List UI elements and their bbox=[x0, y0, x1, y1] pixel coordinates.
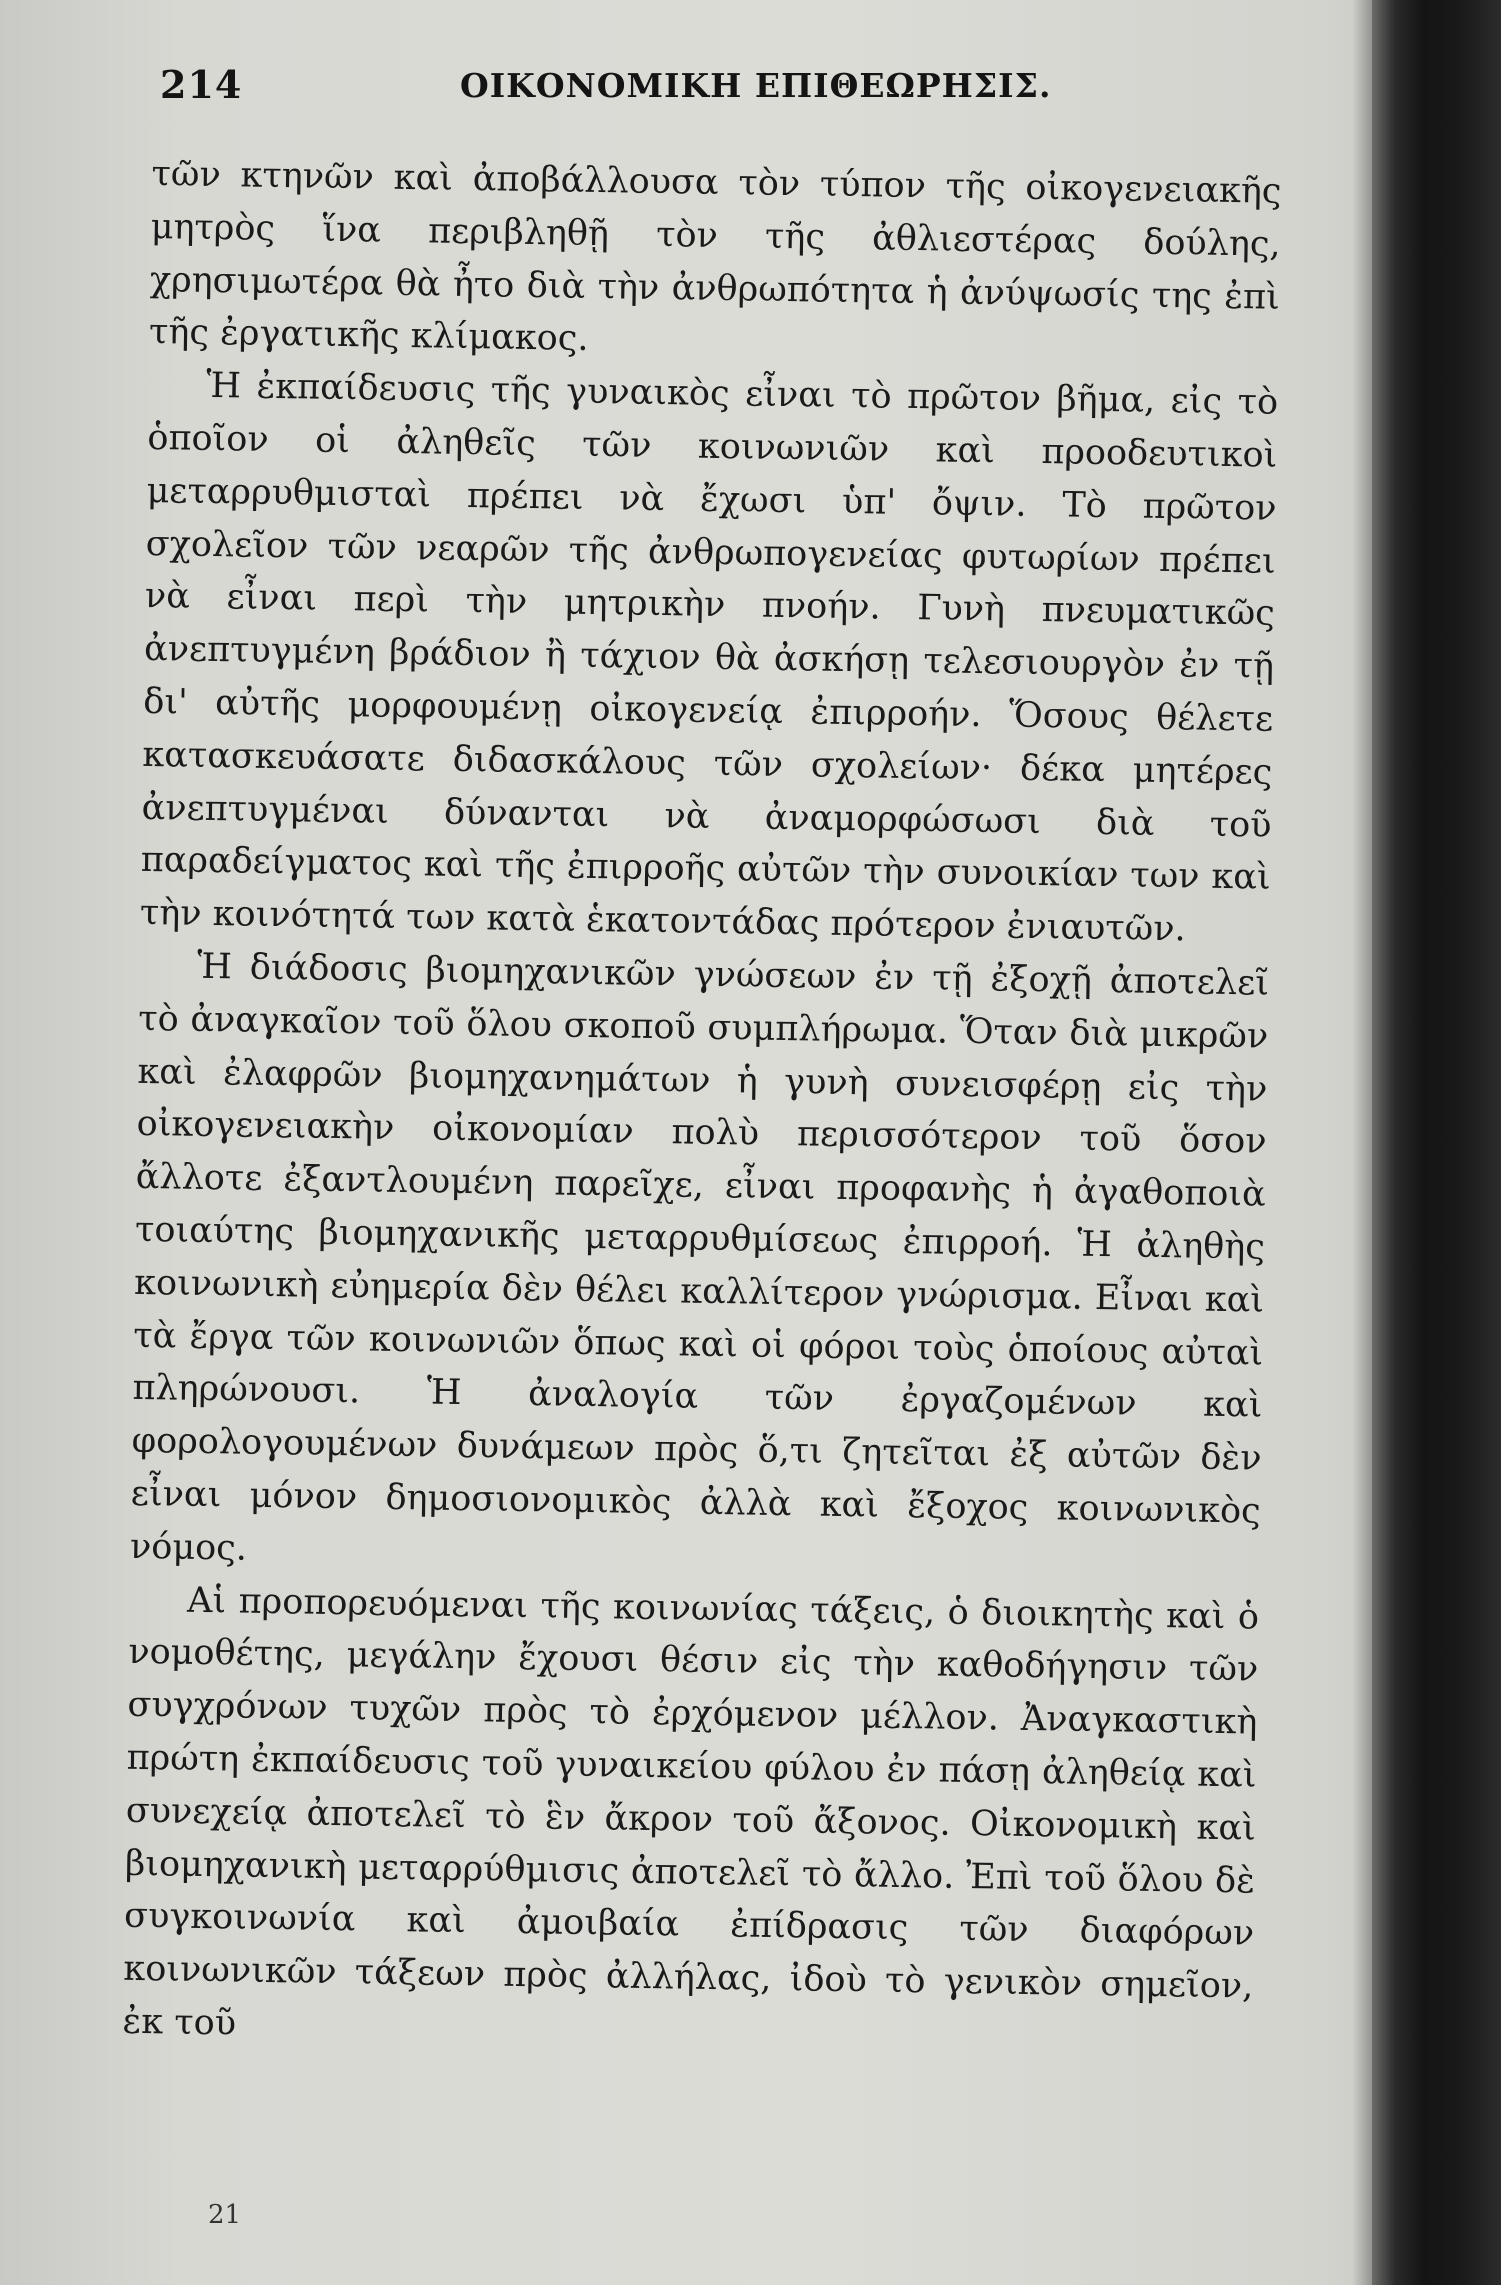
paragraph-industrial-knowledge: Ἡ διάδοσις βιομηχανικῶν γνώσεων ἐν τῇ ἐξοχῇ ἀποτελεῖ τὸ ἀναγκαῖον τοῦ ὅλου σκοποῦ συμπλήρωμα. Ὅταν διὰ μικρῶν καὶ ἐλαφρῶν βιομηχανημάτων ἡ γυνὴ συνεισφέρῃ εἰς τὴν οἰκογενειακὴν οἰκονομίαν πολὺ περισσότερον τοῦ ὅσον ἄλλοτε ἐξαντλουμένη παρεῖχε, εἶναι προφανὴς ἡ ἀγαθοποιὰ τοιαύτης βιομηχανικῆς μεταρρυθμίσεως ἐπιρροή. Ἡ ἀληθὴς κοινωνικὴ εὐημερία δὲν θέλει καλλίτερον γνώρισμα. Εἶναι καὶ τὰ ἔργα τῶν κοινωνιῶν ὅπως καὶ οἱ φόροι τοὺς ὁποίους αὐταὶ πληρώνουσι. Ἡ ἀναλογία τῶν ἐργαζομένων καὶ φορολογουμένων δυνάμεων πρὸς ὅ,τι ζητεῖται ἐξ αὐτῶν δὲν εἶναι μόνον δημοσιονομικὸς ἀλλὰ καὶ ἔξοχος κοινωνικὸς νόμος. bbox=[129, 946, 1270, 1569]
paragraph-education: Ἡ ἐκπαίδευσις τῆς γυναικὸς εἶναι τὸ πρῶτον βῆμα, εἰς τὸ ὁποῖον οἱ ἀληθεῖς τῶν κοινωνιῶν καὶ προοδευτικοὶ μεταρρυθμισταὶ πρέπει νὰ ἔχωσι ὑπ' ὄψιν. Τὸ πρῶτον σχολεῖον τῶν νεαρῶν τῆς ἀνθρωπογενείας φυτωρίων πρέπει νὰ εἶναι περὶ τὴν μητρικὴν πνοήν. Γυνὴ πνευματικῶς ἀνεπτυγμένη βράδιον ἢ τάχιον θὰ ἀσκήσῃ τελεσιουργὸν ἐν τῇ δι' αὐτῆς μορφουμένῃ οἰκογενείᾳ ἐπιρροήν. Ὅσους θέλετε κατασκευάσατε διδασκάλους τῶν σχολείων· δέκα μητέρες ἀνεπτυγμέναι δύνανται νὰ ἀναμορφώσωσι διὰ τοῦ παραδείγματος καὶ τῆς ἐπιρροῆς αὐτῶν τὴν συνοικίαν των καὶ τὴν κοινότητά των κατὰ ἑκατοντάδας πρότερον ἐνιαυτῶν. bbox=[139, 366, 1279, 950]
running-title: ΟΙΚΟΝΟΜΙΚΗ ΕΠΙΘΕΩΡΗΣΙΣ. bbox=[460, 66, 1052, 105]
signature-mark: 21 bbox=[208, 2200, 242, 2230]
page-gutter-shadow bbox=[1352, 0, 1374, 2285]
page-number: 214 bbox=[160, 62, 243, 107]
body-text bbox=[122, 148, 1282, 2066]
book-spine bbox=[1372, 0, 1501, 2285]
paragraph-leading-classes: Αἱ προπορευόμεναι τῆς κοινωνίας τάξεις, ὁ διοικητὴς καὶ ὁ νομοθέτης, μεγάλην ἔχουσι θέσιν εἰς τὴν καθοδήγησιν τῶν συγχρόνων τυχῶν πρὸς τὸ ἐρχόμενον μέλλον. Ἀναγκαστικὴ πρώτη ἐκπαίδευσις τοῦ γυναικείου φύλου ἐν πάσῃ ἀληθείᾳ καὶ συνεχείᾳ ἀποτελεῖ τὸ ἓν ἄκρον τοῦ ἄξονος. Οἰκονομικὴ καὶ βιομηχανικὴ μεταρρύθμισις ἀποτελεῖ τὸ ἄλλο. Ἐπὶ τοῦ ὅλου δὲ συγκοινωνία καὶ ἀμοιβαία ἐπίδρασις τῶν διαφόρων κοινωνικῶν τάξεων πρὸς ἀλλήλας, ἰδοὺ τὸ γενικὸν σημεῖον, ἐκ τοῦ bbox=[122, 1580, 1260, 2044]
page-header bbox=[160, 62, 1340, 122]
paragraph-continuation: τῶν κτηνῶν καὶ ἀποβάλλουσα τὸν τύπον τῆς οἰκογενειακῆς μητρὸς ἵνα περιβληθῇ τὸν τῆς ἀθλιεστέρας δούλης, χρησιμωτέρα θὰ ἦτο διὰ τὴν ἀνθρωπότητα ἡ ἀνύψωσίς της ἐπὶ τῆς ἐργατικῆς κλίμακος. bbox=[148, 153, 1282, 360]
